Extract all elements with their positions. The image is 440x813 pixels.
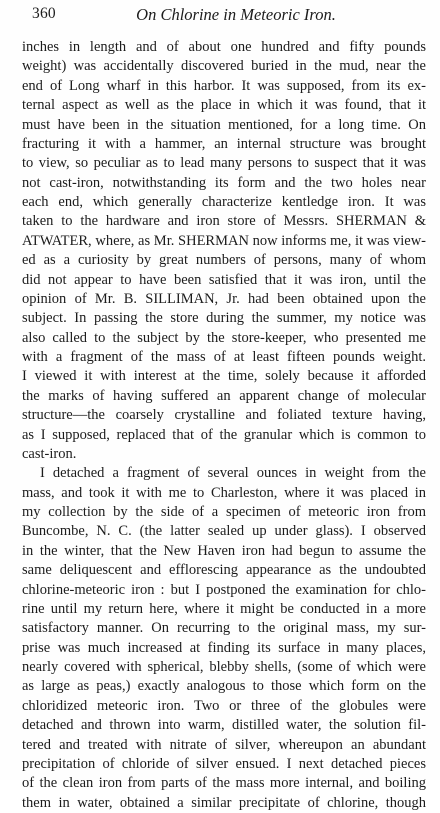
- text-line: with a fragment of the mass of at least fifteen pounds weight.: [22, 349, 426, 365]
- body-text: [22, 38, 426, 813]
- text-line: nearly covered with spherical, blebby shells, (some of which were: [22, 659, 426, 675]
- text-line: I detached a fragment of several ounces in weight from the: [40, 465, 426, 482]
- text-line: same deliquescent and efflorescing appearance as the undoubted: [22, 562, 426, 579]
- text-line: precipitation of chloride of silver ensued. I next detached pieces: [22, 755, 426, 772]
- text-line: satisfactory manner. On recurring to the original mass, my sur-: [22, 620, 426, 637]
- text-line: ed as a curiosity by great numbers of persons, many of whom: [22, 252, 426, 269]
- text-line: the marks of having suffered an apparent change of molecular: [22, 387, 426, 404]
- text-line: inches in length and of about one hundred and fifty pounds: [22, 39, 426, 55]
- text-line: taken to the hardware and iron store of Messrs. SHERMAN &: [22, 213, 426, 230]
- text-line: also called to the subject by the store-keeper, who presented me: [22, 329, 426, 346]
- page-number: 360: [32, 5, 56, 22]
- text-line: opinion of Mr. B. SILLIMAN, Jr. had been obtained upon the: [22, 290, 426, 307]
- text-line: fracturing it with a hammer, an internal structure was brought: [22, 135, 426, 152]
- text-line: detached and thrown into warm, distilled water, the solution fil-: [22, 717, 426, 734]
- text-line: them in water, obtained a similar precipitate of chlorine, though: [22, 794, 426, 811]
- text-line: chloridized meteoric iron. Two or three of the globules were: [22, 697, 426, 714]
- text-line: my collection by the side of a specimen of meteoric iron from: [22, 504, 426, 520]
- text-line: must have been in the situation mentioned, for a long time. On: [22, 116, 426, 133]
- text-line: mass, and took it with me to Charleston, where it was placed in: [22, 484, 426, 501]
- running-title: On Chlorine in Meteoric Iron.: [136, 5, 336, 24]
- page-header: [20, 5, 416, 27]
- text-line: did not appear to have been satisfied that it was iron, until the: [22, 271, 426, 288]
- text-line: to view, so peculiar as to lead many persons to suspect that it was: [22, 155, 426, 172]
- text-line: in the winter, that the New Haven iron had begun to assume the: [22, 542, 426, 559]
- text-line: chlorine-meteoric iron : but I postponed the examination for chlo-: [22, 581, 426, 598]
- text-line: Buncombe, N. C. (the latter sealed up under glass). I observed: [22, 523, 426, 540]
- text-line: I viewed it with interest at the time, solely because it afforded: [22, 368, 426, 385]
- text-line: prise was much increased at finding its surface in many places,: [22, 639, 426, 656]
- text-line: ATWATER, where, as Mr. SHERMAN now informs me, it was view-: [22, 232, 426, 249]
- text-line: cast-iron.: [22, 445, 77, 462]
- text-line: subject. In passing the store during the summer, my notice was: [22, 310, 426, 327]
- text-line: weight) was accidentally discovered buried in the mud, near the: [22, 58, 426, 75]
- text-line: rine until my return here, where it might be conducted in a more: [22, 600, 426, 617]
- text-line: of the clean iron from parts of the mass more internal, and boiling: [22, 775, 426, 792]
- text-line: structure—the coarsely crystalline and foliated texture having,: [22, 407, 426, 424]
- text-line: ternal aspect as well as the place in which it was found, that it: [22, 97, 426, 114]
- text-line: as large as peas,) exactly analogous to those which form on the: [22, 678, 426, 695]
- text-line: end of Long wharf in this harbor. It was supposed, from its ex-: [22, 77, 426, 94]
- text-line: each end, which generally characterize kentledge iron. It was: [22, 194, 426, 210]
- text-line: tered and treated with nitrate of silver, whereupon an abundant: [22, 736, 426, 753]
- text-line: not cast-iron, notwithstanding its form and the two holes near: [22, 174, 426, 191]
- text-line: as I supposed, replaced that of the granular which is common to: [22, 426, 426, 443]
